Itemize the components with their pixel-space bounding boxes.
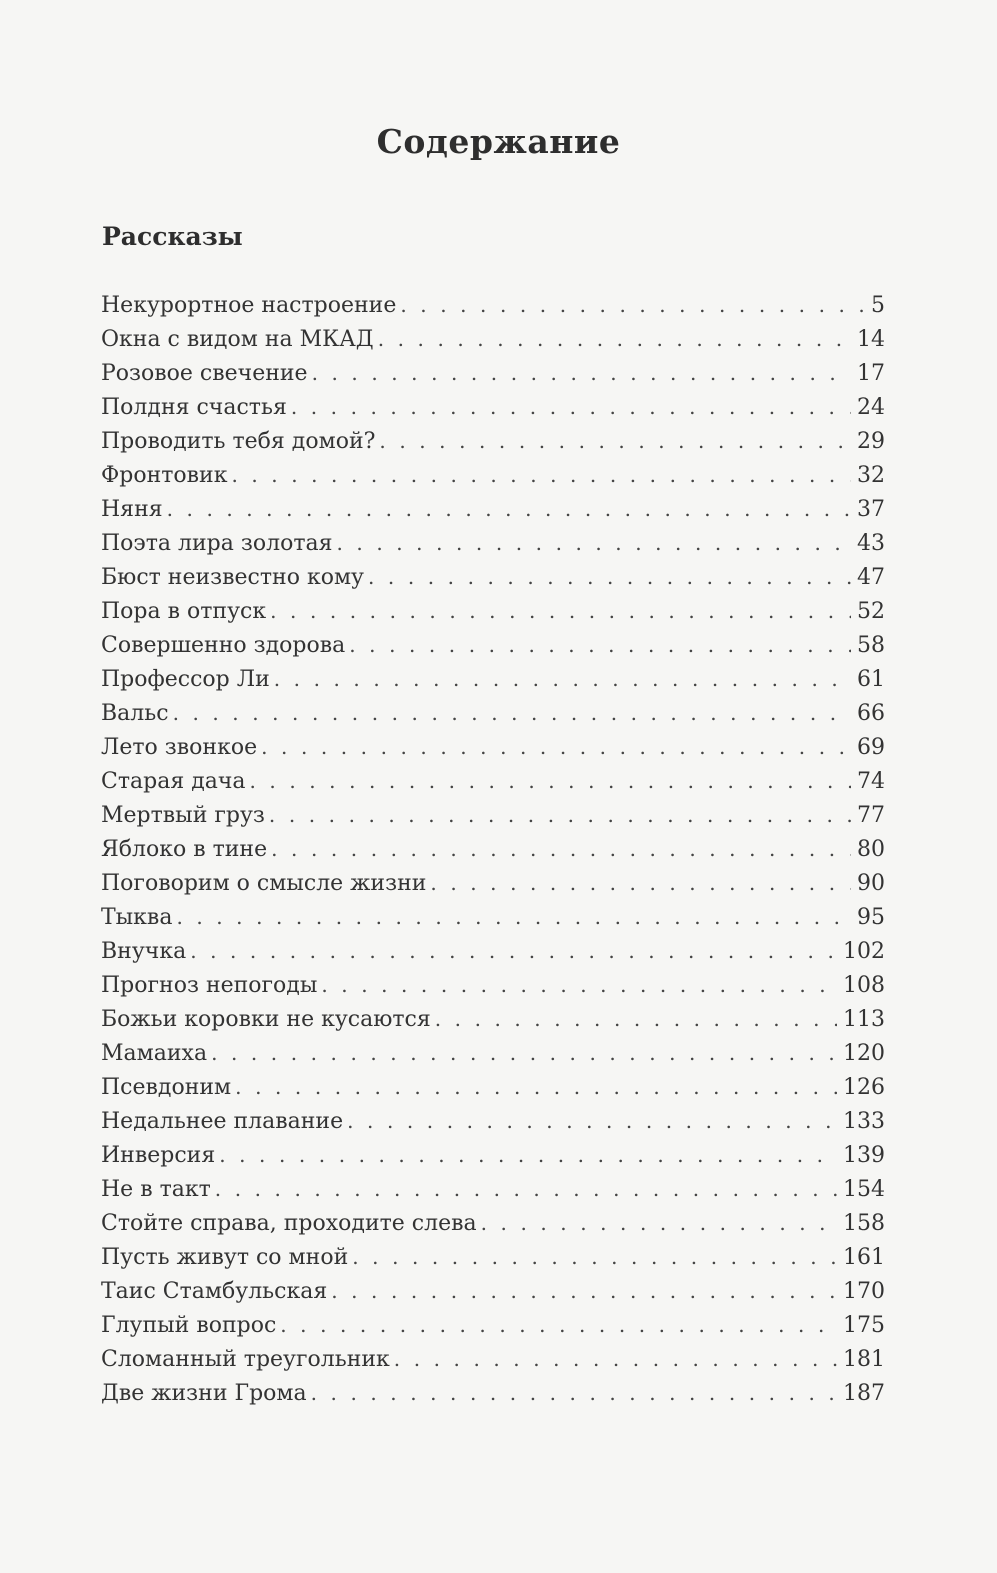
toc-entry-page-number: 29	[857, 429, 885, 454]
toc-entry-page-number: 90	[857, 871, 885, 896]
toc-entry-page-number: 158	[843, 1211, 885, 1236]
dot-leader	[167, 497, 851, 521]
dot-leader	[211, 1041, 837, 1065]
toc-entry-title: Профессор Ли	[101, 667, 270, 692]
toc-entry-page-number: 66	[857, 701, 885, 726]
toc-entry	[101, 735, 885, 769]
toc-entry-title: Фронтовик	[101, 463, 228, 488]
toc-entry-page-number: 69	[857, 735, 885, 760]
toc-entry-page-number: 113	[843, 1007, 885, 1032]
toc-entry	[101, 769, 885, 803]
toc-entry	[101, 497, 885, 531]
dot-leader	[331, 1279, 837, 1303]
dot-leader	[394, 1347, 837, 1371]
dot-leader	[219, 1143, 837, 1167]
toc-entry-title: Божьи коровки не кусаются	[101, 1007, 431, 1032]
toc-entry-page-number: 61	[857, 667, 885, 692]
toc-entry-page-number: 126	[843, 1075, 885, 1100]
toc-entry	[101, 327, 885, 361]
toc-entry-page-number: 120	[843, 1041, 885, 1066]
toc-entry-page-number: 170	[843, 1279, 885, 1304]
toc-entry-title: Поэта лира золотая	[101, 531, 333, 556]
toc-entry	[101, 1347, 885, 1381]
dot-leader	[173, 701, 851, 725]
toc-entry-title: Проводить тебя домой?	[101, 429, 376, 454]
toc-entry-title: Глупый вопрос	[101, 1313, 277, 1338]
dot-leader	[261, 735, 851, 759]
dot-leader	[231, 463, 851, 487]
toc-entry	[101, 463, 885, 497]
toc-entry-title: Старая дача	[101, 769, 246, 794]
toc-entry-title: Две жизни Грома	[101, 1381, 307, 1406]
toc-entry	[101, 633, 885, 667]
dot-leader	[321, 973, 837, 997]
dot-leader	[312, 361, 851, 385]
toc-entry-page-number: 108	[843, 973, 885, 998]
toc-entry-page-number: 24	[857, 395, 885, 420]
toc-entry-page-number: 14	[857, 327, 885, 352]
toc-entry-page-number: 58	[857, 633, 885, 658]
dot-leader	[378, 327, 851, 351]
toc-entry	[101, 1245, 885, 1279]
toc-entry	[101, 293, 885, 327]
toc-entry-page-number: 17	[857, 361, 885, 386]
dot-leader	[337, 531, 852, 555]
toc-entry-title: Мамаиха	[101, 1041, 208, 1066]
toc-entry-title: Стойте справа, проходите слева	[101, 1211, 477, 1236]
toc-entry	[101, 701, 885, 735]
toc-entry	[101, 1313, 885, 1347]
toc-entry-page-number: 154	[843, 1177, 885, 1202]
toc-entry	[101, 667, 885, 701]
toc-entry-title: Пусть живут со мной	[101, 1245, 349, 1270]
dot-leader	[430, 871, 851, 895]
toc-entry-page-number: 175	[843, 1313, 885, 1338]
toc-entry-title: Таис Стамбульская	[101, 1279, 328, 1304]
toc-entry	[101, 565, 885, 599]
page-title: Содержание	[376, 122, 621, 161]
toc-entry	[101, 939, 885, 973]
toc-entry-title: Прогноз непогоды	[101, 973, 318, 998]
dot-leader	[379, 429, 851, 453]
toc-entry-title: Совершенно здорова	[101, 633, 346, 658]
toc-entry	[101, 803, 885, 837]
toc-entry	[101, 973, 885, 1007]
dot-leader	[280, 1313, 837, 1337]
toc-entry	[101, 1041, 885, 1075]
toc-entry-page-number: 139	[843, 1143, 885, 1168]
dot-leader	[269, 803, 851, 827]
toc-entry-title: Розовое свечение	[101, 361, 308, 386]
dot-leader	[250, 769, 851, 793]
toc-entry-page-number: 74	[857, 769, 885, 794]
dot-leader	[311, 1381, 837, 1405]
toc-entry-title: Псевдоним	[101, 1075, 232, 1100]
dot-leader	[352, 1245, 837, 1269]
toc-entry-title: Полдня счастья	[101, 395, 287, 420]
toc-entry-title: Вальс	[101, 701, 169, 726]
dot-leader	[347, 1109, 837, 1133]
toc-entry	[101, 1007, 885, 1041]
toc-entry-page-number: 5	[871, 293, 885, 318]
toc-entry-page-number: 161	[843, 1245, 885, 1270]
dot-leader	[176, 905, 851, 929]
toc-entry-title: Бюст неизвестно кому	[101, 565, 365, 590]
toc-entry-page-number: 43	[857, 531, 885, 556]
toc-entry	[101, 599, 885, 633]
toc-entry	[101, 1143, 885, 1177]
toc-entry-page-number: 80	[857, 837, 885, 862]
dot-leader	[215, 1177, 837, 1201]
toc-entry-title: Пора в отпуск	[101, 599, 267, 624]
toc-entry	[101, 905, 885, 939]
toc-entry-title: Мертвый груз	[101, 803, 265, 828]
toc-entry	[101, 531, 885, 565]
toc-entry	[101, 361, 885, 395]
toc-entry	[101, 837, 885, 871]
toc-entry-title: Поговорим о смысле жизни	[101, 871, 427, 896]
toc-entry-page-number: 102	[843, 939, 885, 964]
dot-leader	[274, 667, 851, 691]
toc-entry-title: Яблоко в тине	[101, 837, 268, 862]
toc-entry	[101, 1177, 885, 1211]
toc-entry-title: Инверсия	[101, 1143, 216, 1168]
dot-leader	[235, 1075, 837, 1099]
dot-leader	[291, 395, 851, 419]
toc-entry-page-number: 187	[843, 1381, 885, 1406]
dot-leader	[271, 837, 851, 861]
table-of-contents	[101, 293, 885, 1415]
toc-entry	[101, 395, 885, 429]
dot-leader	[190, 939, 837, 963]
toc-entry-title: Сломанный треугольник	[101, 1347, 390, 1372]
section-title: Рассказы	[102, 222, 243, 251]
toc-entry-title: Некурортное настроение	[101, 293, 397, 318]
toc-entry-title: Недальнее плавание	[101, 1109, 344, 1134]
toc-entry-page-number: 181	[843, 1347, 885, 1372]
toc-entry-title: Лето звонкое	[101, 735, 258, 760]
toc-entry-title: Няня	[101, 497, 163, 522]
dot-leader	[481, 1211, 837, 1235]
toc-entry	[101, 871, 885, 905]
toc-entry-page-number: 47	[857, 565, 885, 590]
dot-leader	[368, 565, 851, 589]
toc-entry-title: Внучка	[101, 939, 187, 964]
toc-entry	[101, 1109, 885, 1143]
dot-leader	[400, 293, 865, 317]
toc-entry-page-number: 77	[857, 803, 885, 828]
toc-entry	[101, 1211, 885, 1245]
dot-leader	[349, 633, 851, 657]
toc-entry-page-number: 37	[857, 497, 885, 522]
toc-entry-page-number: 52	[857, 599, 885, 624]
toc-entry-title: Окна с видом на МКАД	[101, 327, 374, 352]
toc-entry-title: Тыква	[101, 905, 173, 930]
toc-entry-page-number: 32	[857, 463, 885, 488]
toc-entry-page-number: 95	[857, 905, 885, 930]
dot-leader	[435, 1007, 837, 1031]
toc-entry	[101, 1279, 885, 1313]
toc-entry	[101, 429, 885, 463]
toc-entry	[101, 1381, 885, 1415]
toc-entry-page-number: 133	[843, 1109, 885, 1134]
toc-entry	[101, 1075, 885, 1109]
toc-entry-title: Не в такт	[101, 1177, 211, 1202]
dot-leader	[270, 599, 851, 623]
